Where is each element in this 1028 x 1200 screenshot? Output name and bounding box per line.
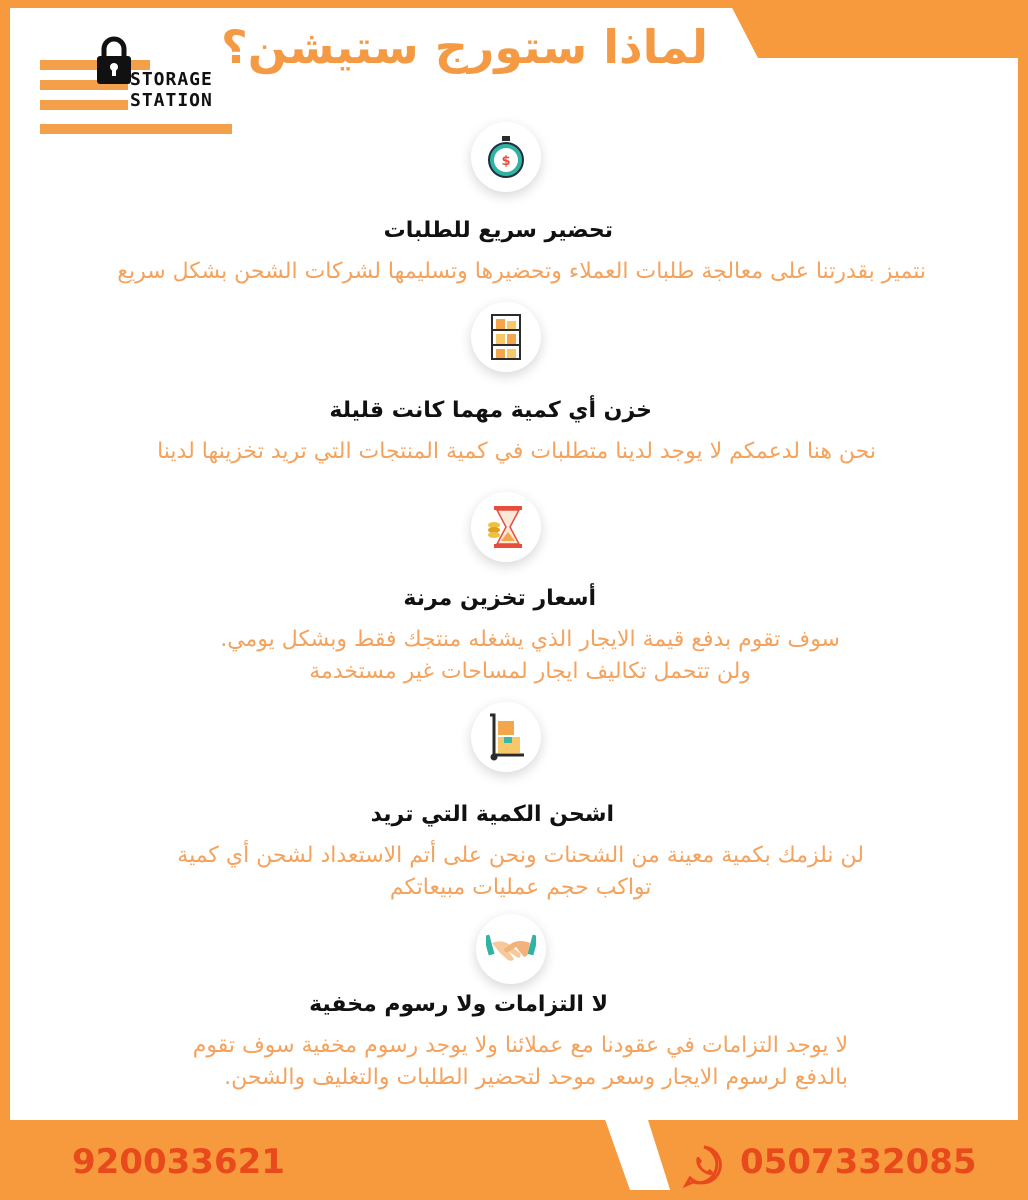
feature-description-line: سوف تقوم بدفع قيمة الايجار الذي يشغله منتجك فقط وبشكل يومي. xyxy=(220,627,840,652)
whatsapp-icon[interactable] xyxy=(682,1144,726,1188)
feature-description xyxy=(117,256,926,288)
page-title: لماذا ستورج ستيشن؟ xyxy=(221,20,708,74)
feature-description-line: لن نلزمك بكمية معينة من الشحنات ونحن على أتم الاستعداد لشحن أي كمية xyxy=(177,843,864,868)
svg-text:$: $ xyxy=(501,154,511,169)
feature-title: تحضير سريع للطلبات xyxy=(383,218,613,243)
feature-icon-wrapper xyxy=(476,914,546,984)
brand-line-1: STORAGE xyxy=(130,69,213,90)
feature-description xyxy=(193,1030,848,1094)
hand-truck-icon xyxy=(486,713,526,761)
feature-title: اشحن الكمية التي تريد xyxy=(370,802,614,827)
brand-name xyxy=(130,69,213,111)
handshake-icon xyxy=(486,931,536,967)
lock-icon xyxy=(96,36,132,86)
logo-stripe xyxy=(40,124,232,134)
whatsapp-number[interactable]: 0507332085 xyxy=(740,1142,977,1182)
feature-title: أسعار تخزين مرنة xyxy=(403,586,596,611)
brand-line-2: STATION xyxy=(130,90,213,111)
feature-title: لا التزامات ولا رسوم مخفية xyxy=(309,992,608,1017)
feature-description-line: لا يوجد التزامات في عقودنا مع عملائنا ولا يوجد رسوم مخفية سوف تقوم xyxy=(192,1033,848,1058)
logo-stripe xyxy=(40,100,128,110)
feature-description xyxy=(220,624,840,688)
feature-icon-wrapper xyxy=(471,122,541,192)
feature-icon-wrapper xyxy=(471,302,541,372)
logo xyxy=(40,36,232,134)
feature-description-line: ولن تتحمل تكاليف ايجار لمساحات غير مستخدمة xyxy=(309,659,751,684)
stopwatch-dollar-icon xyxy=(486,135,526,179)
feature-description xyxy=(157,436,876,468)
hourglass-coins-icon xyxy=(488,505,524,549)
feature-icon-wrapper xyxy=(471,492,541,562)
header-band xyxy=(728,0,1028,58)
feature-description-line: نحن هنا لدعمكم لا يوجد لدينا متطلبات في كمية المنتجات التي تريد تخزينها لدينا xyxy=(157,439,876,464)
feature-description-line: بالدفع لرسوم الايجار وسعر موحد لتحضير الطلبات والتغليف والشحن. xyxy=(224,1065,848,1090)
feature-description-line: نتميز بقدرتنا على معالجة طلبات العملاء وتحضيرها وتسليمها لشركات الشحن بشكل سريع xyxy=(117,259,926,284)
feature-icon-wrapper xyxy=(471,702,541,772)
phone-number[interactable]: 920033621 xyxy=(72,1142,285,1182)
feature-description xyxy=(177,840,864,904)
feature-title: خزن أي كمية مهما كانت قليلة xyxy=(329,398,652,423)
shelves-icon xyxy=(491,314,521,360)
feature-description-line: تواكب حجم عمليات مبيعاتكم xyxy=(389,875,652,900)
